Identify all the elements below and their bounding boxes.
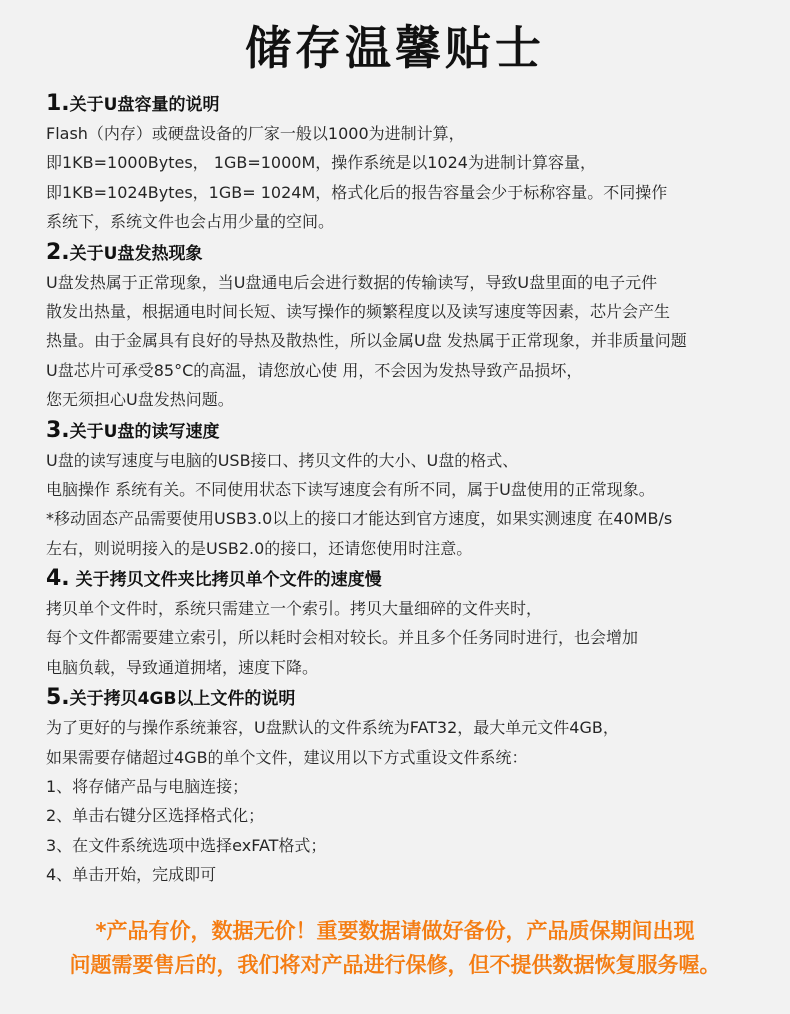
body-line: 即1KB=1024Bytes，1GB= 1024M，格式化后的报告容量会少于标称容量。不同操作 <box>46 182 668 202</box>
section-capacity <box>46 88 774 237</box>
section-number: 2. <box>46 239 70 265</box>
body-line: U盘的读写速度与电脑的USB接口、拷贝文件的大小、U盘的格式、 <box>46 450 519 470</box>
body-line: *移动固态产品需要使用USB3.0以上的接口才能达到官方速度，如果实测速度 在40MB/s <box>46 509 673 529</box>
body-line: 电脑操作 系统有关。不同使用状态下读写速度会有所不同，属于U盘使用的正常现象。 <box>46 479 655 499</box>
body-line: 散发出热量，根据通电时间长短、读写操作的频繁程度以及读写速度等因素，芯片会产生 <box>46 301 671 321</box>
section-heading <box>46 563 774 594</box>
page-title: 储存温馨贴士 <box>245 21 545 75</box>
section-number: 1. <box>46 91 70 116</box>
section-folder-copy <box>46 563 774 682</box>
step-line: 3、在文件系统选项中选择exFAT格式； <box>46 835 327 855</box>
step-line: 1、将存储产品与电脑连接； <box>46 777 249 797</box>
tips-content <box>46 88 774 890</box>
body-line: 您无须担心U盘发热问题。 <box>46 390 234 410</box>
body-line: 为了更好的与操作系统兼容，U盘默认的文件系统为FAT32，最大单元文件4GB， <box>46 718 619 738</box>
section-heading <box>46 682 774 713</box>
section-number: 3. <box>46 417 70 443</box>
section-title: 关于U盘发热现象 <box>69 243 203 264</box>
body-line: 拷贝单个文件时，系统只需建立一个索引。拷贝大量细碎的文件夹时， <box>46 599 543 619</box>
warning-line: *产品有价，数据无价！重要数据请做好备份，产品质保期间出现 <box>95 919 695 943</box>
section-title: 关于U盘的读写速度 <box>69 421 220 442</box>
body-line: U盘发热属于正常现象，当U盘通电后会进行数据的传输读写，导致U盘里面的电子元件 <box>46 272 658 292</box>
body-line: 左右，则说明接入的是USB2.0的接口，还请您使用时注意。 <box>46 538 473 558</box>
step-line: 2、单击右键分区选择格式化； <box>46 806 265 826</box>
section-title: 关于拷贝文件夹比拷贝单个文件的速度慢 <box>69 570 382 591</box>
body-line: 即1KB=1000Bytes， 1GB=1000M，操作系统是以1024为进制计算容量， <box>46 153 596 173</box>
body-line: Flash（内存）或硬盘设备的厂家一般以1000为进制计算， <box>46 124 465 143</box>
backup-warning <box>0 914 790 982</box>
step-line: 4、单击开始，完成即可 <box>46 865 217 885</box>
section-speed <box>46 415 774 564</box>
section-number: 5. <box>46 685 70 711</box>
section-heat <box>46 237 774 415</box>
body-line: 电脑负载，导致通道拥堵，速度下降。 <box>46 657 319 677</box>
body-line: 热量。由于金属具有良好的导热及散热性，所以金属U盘 发热属于正常现象，并非质量问题 <box>46 331 687 351</box>
body-line: 系统下，系统文件也会占用少量的空间。 <box>46 212 335 232</box>
body-line: 每个文件都需要建立索引，所以耗时会相对较长。并且多个任务同时进行，也会增加 <box>46 628 639 648</box>
body-line: 如果需要存储超过4GB的单个文件，建议用以下方式重设文件系统： <box>46 747 528 767</box>
body-line: U盘芯片可承受85°C的高温，请您放心使 用，不会因为发热导致产品损坏， <box>46 360 583 380</box>
warning-line: 问题需要售后的，我们将对产品进行保修，但不提供数据恢复服务喔。 <box>69 953 721 977</box>
section-title: 关于U盘容量的说明 <box>69 95 220 115</box>
section-heading <box>46 237 774 268</box>
section-large-file <box>46 682 774 889</box>
section-heading <box>46 415 774 446</box>
section-heading <box>46 88 774 119</box>
section-title: 关于拷贝4GB以上文件的说明 <box>69 689 296 710</box>
section-number: 4. <box>46 566 70 592</box>
